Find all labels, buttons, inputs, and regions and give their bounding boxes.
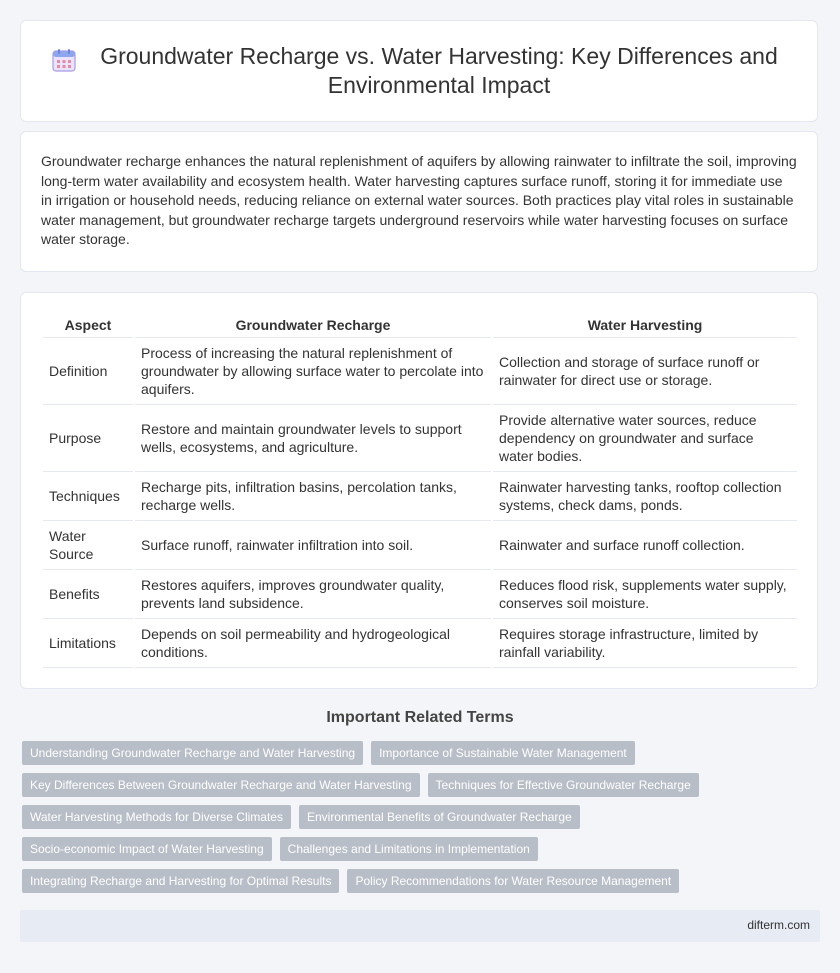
row-water-harvesting: Reduces flood risk, supplements water supply, conserves soil moisture. [493,570,797,619]
row-groundwater-recharge: Restore and maintain groundwater levels to support wells, ecosystems, and agriculture. [135,405,491,472]
intro-paragraph: Groundwater recharge enhances the natural replenishment of aquifers by allowing rainwater to infiltrate the soil, improving long-term water availability and ecosystem health. Water harvesting captures surface runoff, storing it for immediate use in irrigation or household needs, reducing reliance on external water sources. Both practices play vital roles in sustainable water management, but groundwater recharge targets underground reservoirs while water harvesting focuses on surface water storage. [41,153,797,248]
row-groundwater-recharge: Restores aquifers, improves groundwater quality, prevents land subsidence. [135,570,491,619]
row-water-harvesting: Requires storage infrastructure, limited by rainfall variability. [493,619,797,668]
row-water-harvesting: Collection and storage of surface runoff or rainwater for direct use or storage. [493,338,797,405]
header-groundwater-recharge: Groundwater Recharge [135,313,491,338]
header-water-harvesting: Water Harvesting [493,313,797,338]
related-term-tag[interactable]: Key Differences Between Groundwater Recharge and Water Harvesting [22,773,420,797]
row-aspect: Limitations [43,619,133,668]
row-groundwater-recharge: Depends on soil permeability and hydrogeological conditions. [135,619,491,668]
table-row [43,405,797,472]
table-row [43,570,797,619]
related-term-tag[interactable]: Techniques for Effective Groundwater Recharge [428,773,699,797]
footer-site-link[interactable]: difterm.com [747,918,810,932]
intro-card [20,131,818,272]
comparison-table [41,313,799,668]
header-aspect: Aspect [43,313,133,338]
related-term-tag[interactable]: Importance of Sustainable Water Management [371,741,635,765]
related-term-tag[interactable]: Integrating Recharge and Harvesting for Optimal Results [22,869,339,893]
page-title: Groundwater Recharge vs. Water Harvesting: Key Differences and Environmental Impact [100,43,778,98]
header-card [20,20,818,122]
related-term-tag[interactable]: Environmental Benefits of Groundwater Recharge [299,805,580,829]
related-term-tag[interactable]: Water Harvesting Methods for Diverse Climates [22,805,291,829]
row-water-harvesting: Rainwater and surface runoff collection. [493,521,797,570]
table-row [43,472,797,521]
comparison-card [20,292,818,689]
row-water-harvesting: Provide alternative water sources, reduce dependency on groundwater and surface water bodies. [493,405,797,472]
table-row [43,338,797,405]
row-groundwater-recharge: Process of increasing the natural replenishment of groundwater by allowing surface water to percolate into aquifers. [135,338,491,405]
related-term-tag[interactable]: Challenges and Limitations in Implementation [280,837,538,861]
row-aspect: Benefits [43,570,133,619]
table-row [43,619,797,668]
row-aspect: Purpose [43,405,133,472]
row-aspect: Definition [43,338,133,405]
row-groundwater-recharge: Recharge pits, infiltration basins, percolation tanks, recharge wells. [135,472,491,521]
row-water-harvesting: Rainwater harvesting tanks, rooftop collection systems, check dams, ponds. [493,472,797,521]
related-term-tag[interactable]: Policy Recommendations for Water Resource Management [347,869,679,893]
row-groundwater-recharge: Surface runoff, rainwater infiltration into soil. [135,521,491,570]
related-terms-heading: Important Related Terms [326,709,514,726]
related-term-tag[interactable]: Understanding Groundwater Recharge and Water Harvesting [22,741,363,765]
table-row [43,521,797,570]
row-aspect: Techniques [43,472,133,521]
table-header-row [43,313,797,338]
row-aspect: Water Source [43,521,133,570]
footer-bar [20,910,820,942]
related-term-tag[interactable]: Socio-economic Impact of Water Harvesting [22,837,272,861]
related-terms-list [22,741,822,901]
